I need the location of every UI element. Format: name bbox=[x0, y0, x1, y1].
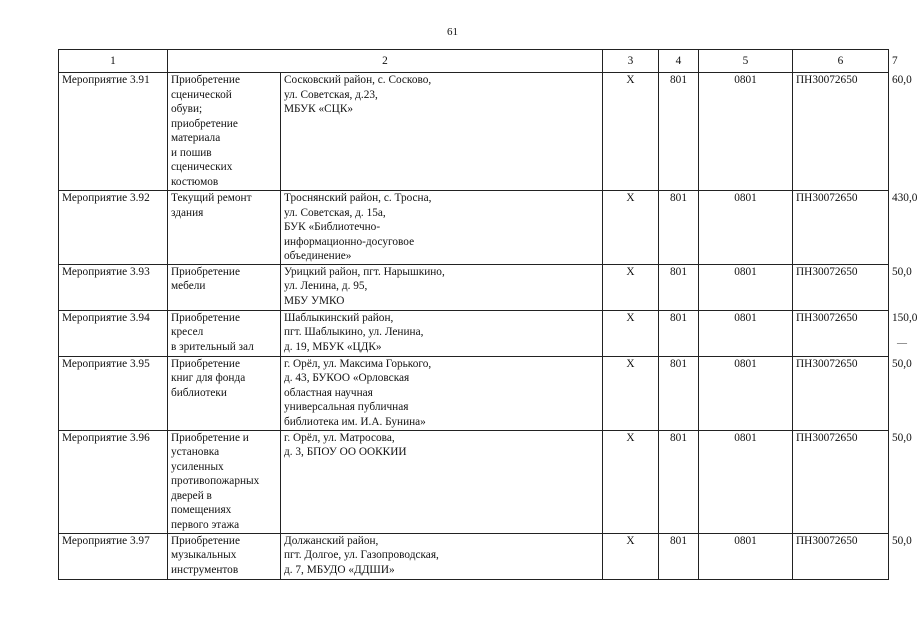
event-name-line: установка bbox=[171, 446, 220, 458]
event-name-cell bbox=[168, 73, 281, 191]
address-line: областная научная bbox=[284, 386, 373, 399]
address-cell bbox=[281, 191, 603, 265]
event-name-cell bbox=[168, 533, 281, 579]
address-line: Должанский район, bbox=[284, 534, 379, 547]
col3-cell: Х bbox=[603, 310, 659, 356]
address-cell bbox=[281, 533, 603, 579]
table-header bbox=[59, 50, 898, 73]
event-name-line: усиленных bbox=[171, 460, 224, 473]
address-line: ул. Советская, д. 15а, bbox=[284, 206, 386, 219]
col3-cell: Х bbox=[603, 191, 659, 265]
col5-cell: 0801 bbox=[699, 264, 793, 310]
address-line: МБУК «СЦК» bbox=[284, 103, 354, 115]
table-row: Мероприятие 3.95 Приобретение книг для фонда библиотеки г. Орёл, ул. Максима Горького, д. 43, БУКОО «Орловская областная научная универсальная публичная библиотека им. И.А. Бунина» Х 801 0801 ПН30072650 50,0 bbox=[59, 356, 889, 430]
col6-cell: ПН30072650 bbox=[793, 356, 889, 430]
header-col-3: 3 bbox=[603, 50, 659, 73]
page-number: 61 bbox=[447, 26, 458, 38]
col3-cell: Х bbox=[603, 430, 659, 533]
col4-cell: 801 bbox=[659, 73, 699, 191]
col5-cell: 0801 bbox=[699, 191, 793, 265]
table-body bbox=[59, 73, 917, 580]
event-name-line: Приобретение bbox=[171, 74, 240, 86]
col3-cell: Х bbox=[603, 264, 659, 310]
address-line: библиотека им. И.А. Бунина» bbox=[284, 415, 426, 428]
header-col-5: 5 bbox=[699, 50, 793, 73]
event-cell: Мероприятие 3.96 bbox=[59, 430, 168, 533]
address-line: Шаблыкинский район, bbox=[284, 311, 394, 324]
col3-cell: Х bbox=[603, 533, 659, 579]
event-name-line: первого этажа bbox=[171, 518, 240, 531]
address-cell bbox=[281, 310, 603, 356]
event-name-line: Текущий ремонт bbox=[171, 192, 252, 204]
event-cell: Мероприятие 3.95 bbox=[59, 356, 168, 430]
col4-cell: 801 bbox=[659, 533, 699, 579]
address-line: Сосковский район, с. Сосково, bbox=[284, 74, 432, 86]
event-name-cell bbox=[168, 356, 281, 430]
col4-cell: 801 bbox=[659, 264, 699, 310]
header-col-4: 4 bbox=[659, 50, 699, 73]
event-name-line: материала bbox=[171, 132, 221, 144]
address-line: д. 3, БПОУ ОО ООККИИ bbox=[284, 446, 407, 458]
event-name-line: библиотеки bbox=[171, 386, 227, 399]
event-name-line: помещениях bbox=[171, 504, 232, 516]
event-name-cell bbox=[168, 264, 281, 310]
event-name-line: сценических bbox=[171, 161, 233, 173]
event-name-line: книг для фонда bbox=[171, 372, 246, 384]
event-cell: Мероприятие 3.94 bbox=[59, 310, 168, 356]
col4-cell: 801 bbox=[659, 310, 699, 356]
event-cell: Мероприятие 3.97 bbox=[59, 533, 168, 579]
header-col-1: 1 bbox=[59, 50, 168, 73]
address-line: информационно-досуговое bbox=[284, 235, 415, 248]
event-name-cell bbox=[168, 191, 281, 265]
address-line: пгт. Шаблыкино, ул. Ленина, bbox=[284, 326, 424, 338]
col6-cell: ПН30072650 bbox=[793, 533, 889, 579]
address-line: пгт. Долгое, ул. Газопроводская, bbox=[284, 549, 439, 561]
event-name-line: Приобретение bbox=[171, 534, 240, 547]
address-line: объединение» bbox=[284, 250, 352, 262]
header-row: 1 2 3 4 5 6 7 bbox=[59, 50, 889, 73]
event-cell: Мероприятие 3.91 bbox=[59, 73, 168, 191]
event-name-line: здания bbox=[171, 206, 204, 219]
table-row: Мероприятие 3.93 Приобретение мебели Урицкий район, пгт. Нарышкино, ул. Ленина, д. 95, МБУ УМКО Х 801 0801 ПН30072650 50,0 bbox=[59, 264, 889, 310]
col5-cell: 0801 bbox=[699, 310, 793, 356]
col6-cell: ПН30072650 bbox=[793, 73, 889, 191]
address-line: универсальная публичная bbox=[284, 401, 409, 413]
col4-cell: 801 bbox=[659, 191, 699, 265]
col5-cell: 0801 bbox=[699, 430, 793, 533]
event-name-cell bbox=[168, 430, 281, 533]
header-col-6: 6 bbox=[793, 50, 889, 73]
table-row: Мероприятие 3.91 Приобретение сценической обуви; приобретение материала и пошив сценических костюмов Сосковский район, с. Сосково, ул. Советская, д.23, МБУК «СЦК» Х 801 0801 ПН30072650 60,0 bbox=[59, 73, 889, 191]
col3-cell: Х bbox=[603, 356, 659, 430]
address-cell bbox=[281, 356, 603, 430]
table-row: Мероприятие 3.94 Приобретение кресел в зрительный зал Шаблыкинский район, пгт. Шаблыкино, ул. Ленина, д. 19, МБУК «ЦДК» Х 801 0801 ПН30072650 150,0 bbox=[59, 310, 889, 356]
event-name-line: Приобретение и bbox=[171, 431, 249, 444]
address-line: Урицкий район, пгт. Нарышкино, bbox=[284, 265, 445, 278]
event-name-line: противопожарных bbox=[171, 475, 260, 487]
event-name-line: костюмов bbox=[171, 175, 219, 188]
event-cell: Мероприятие 3.92 bbox=[59, 191, 168, 265]
col3-cell: Х bbox=[603, 73, 659, 191]
event-name-line: Приобретение bbox=[171, 265, 240, 278]
col4-cell: 801 bbox=[659, 356, 699, 430]
address-cell bbox=[281, 430, 603, 533]
margin-mark: — bbox=[897, 338, 907, 349]
event-name-line: музыкальных bbox=[171, 549, 237, 561]
event-name-line: Приобретение bbox=[171, 357, 240, 370]
address-cell bbox=[281, 73, 603, 191]
address-cell bbox=[281, 264, 603, 310]
address-line: ул. Ленина, д. 95, bbox=[284, 280, 368, 292]
address-line: г. Орёл, ул. Максима Горького, bbox=[284, 357, 432, 370]
event-name-line: приобретение bbox=[171, 117, 238, 130]
col6-cell: ПН30072650 bbox=[793, 264, 889, 310]
event-name-cell bbox=[168, 310, 281, 356]
table-row: Мероприятие 3.96 Приобретение и установка усиленных противопожарных дверей в помещениях первого этажа г. Орёл, ул. Матросова, д. 3, БПОУ ОО ООККИИ Х 801 0801 ПН30072650 50,0 bbox=[59, 430, 889, 533]
event-name-line: мебели bbox=[171, 280, 206, 292]
col6-cell: ПН30072650 bbox=[793, 310, 889, 356]
event-name-line: Приобретение bbox=[171, 311, 240, 324]
header-col-2: 2 bbox=[168, 50, 603, 73]
address-line: Троснянский район, с. Тросна, bbox=[284, 192, 432, 204]
event-name-line: в зрительный зал bbox=[171, 340, 254, 353]
address-line: БУК «Библиотечно- bbox=[284, 221, 381, 233]
event-name-line: дверей в bbox=[171, 489, 212, 502]
event-name-line: инструментов bbox=[171, 563, 239, 576]
address-line: д. 19, МБУК «ЦДК» bbox=[284, 340, 382, 353]
col4-cell: 801 bbox=[659, 430, 699, 533]
event-name-line: и пошив bbox=[171, 146, 212, 159]
event-name-line: кресел bbox=[171, 326, 204, 338]
event-cell: Мероприятие 3.93 bbox=[59, 264, 168, 310]
col5-cell: 0801 bbox=[699, 533, 793, 579]
col5-cell: 0801 bbox=[699, 73, 793, 191]
col6-cell: ПН30072650 bbox=[793, 191, 889, 265]
table-row: Мероприятие 3.97 Приобретение музыкальных инструментов Должанский район, пгт. Долгое, ул. Газопроводская, д. 7, МБУДО «ДДШИ» Х 801 0801 ПН30072650 50,0 bbox=[59, 533, 889, 579]
col5-cell: 0801 bbox=[699, 356, 793, 430]
event-name-line: сценической bbox=[171, 88, 232, 101]
address-line: г. Орёл, ул. Матросова, bbox=[284, 431, 395, 444]
address-line: д. 7, МБУДО «ДДШИ» bbox=[284, 563, 395, 576]
address-line: д. 43, БУКОО «Орловская bbox=[284, 372, 410, 384]
address-line: МБУ УМКО bbox=[284, 294, 345, 307]
event-name-line: обуви; bbox=[171, 103, 203, 115]
col6-cell: ПН30072650 bbox=[793, 430, 889, 533]
address-line: ул. Советская, д.23, bbox=[284, 88, 378, 101]
table-row: Мероприятие 3.92 Текущий ремонт здания Троснянский район, с. Тросна, ул. Советская, д. 15а, БУК «Библиотечно- информационно-досуговое объединение» Х 801 0801 ПН30072650 430,0 bbox=[59, 191, 889, 265]
funding-table bbox=[58, 49, 917, 580]
